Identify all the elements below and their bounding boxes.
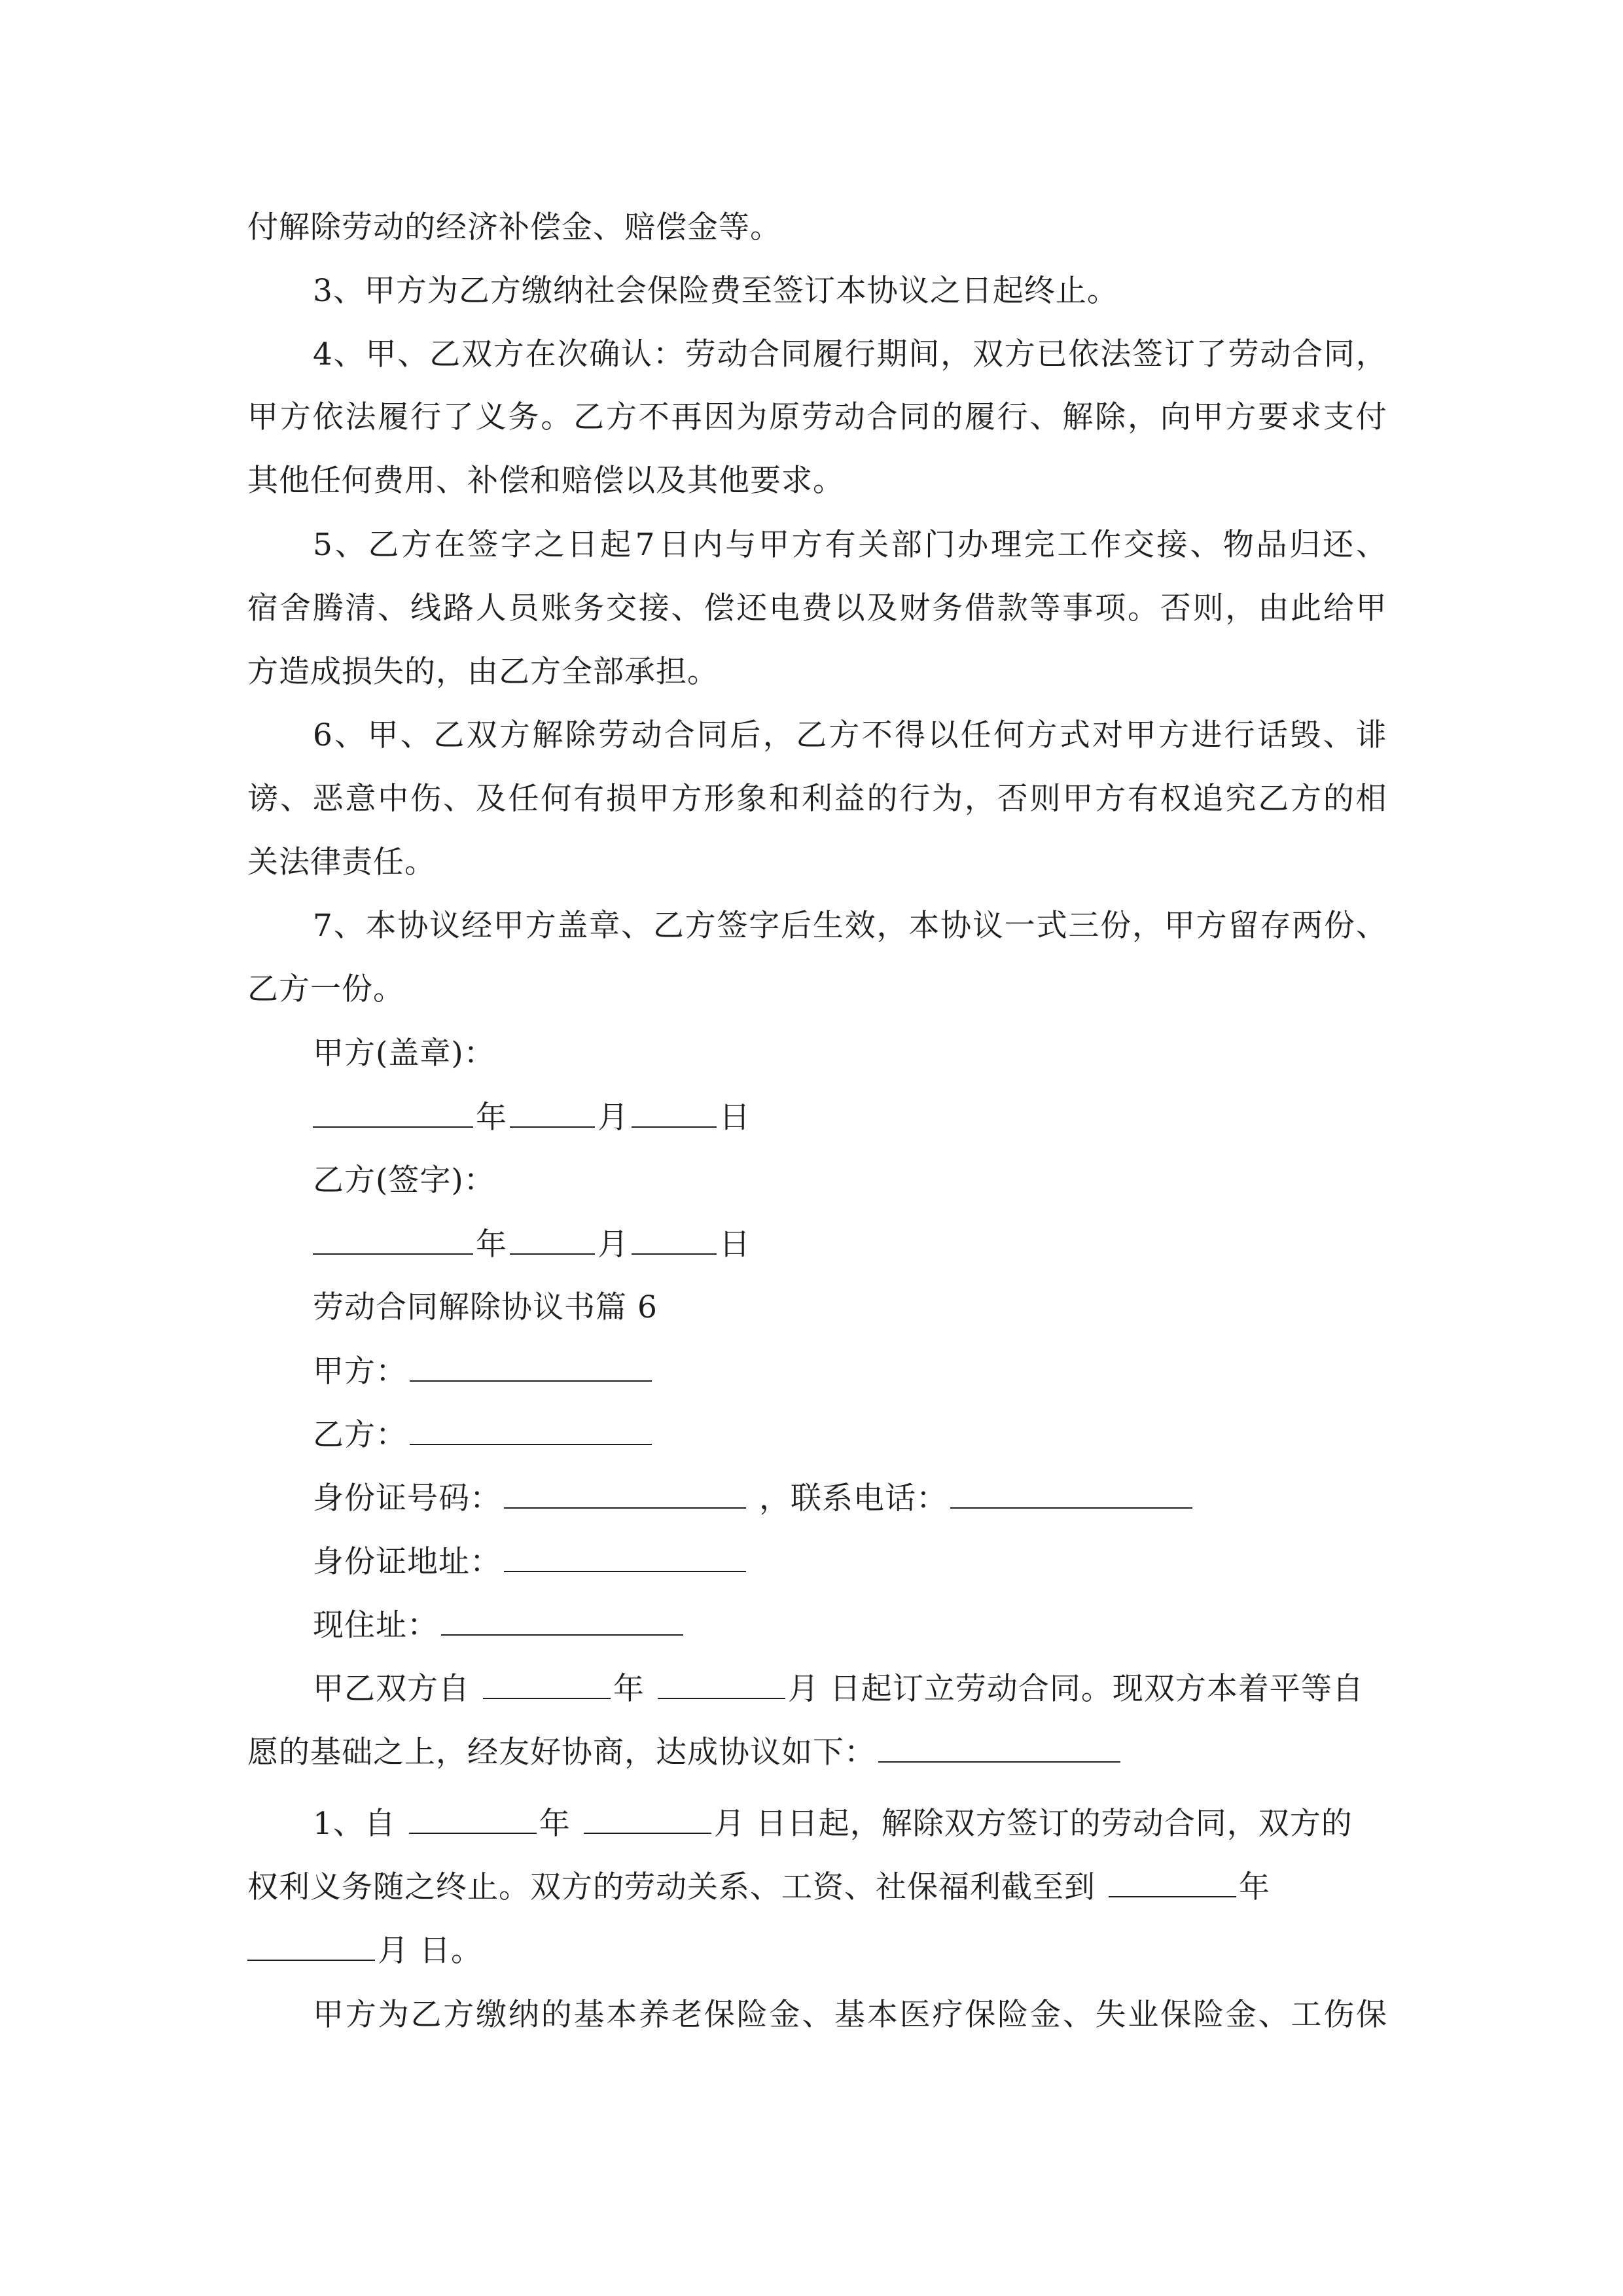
paragraph-line: 乙方一份。 [247, 971, 404, 1007]
id-number-blank[interactable] [504, 1479, 746, 1509]
month-blank[interactable] [247, 1931, 375, 1961]
party-b-field: 乙方： [313, 1415, 1387, 1455]
id-address-blank[interactable] [504, 1542, 746, 1572]
day-blank[interactable] [632, 1225, 717, 1255]
party-b-date-line: 年 月 日 [313, 1225, 1387, 1265]
year-blank[interactable] [409, 1804, 537, 1834]
paragraph-line: 方造成损失的，由乙方全部承担。 [247, 654, 719, 690]
item-line: 月 日。 [247, 1931, 1387, 1971]
paragraph-line: 关法律责任。 [247, 844, 436, 880]
year-blank[interactable] [483, 1669, 611, 1699]
paragraph-line: 甲 方 为 乙 方 缴 纳 的 基 本 养 老 保 险 金 、 基 本 医 疗 保 险 金 、 失 业 保 险 金 、 工 伤 保 [313, 1997, 1387, 2033]
intro-line: 甲乙双方自 年 月 日起订立劳动合同。现双方本着平等自 [313, 1669, 1387, 1709]
paragraph-line: 6 、 甲 、 乙 双 方 解 除 劳 动 合 同 后 ， 乙 方 不 得 以 任 何 方 式 对 甲 方 进 行 话 毁 、 诽 [313, 717, 1387, 753]
intro-line: 愿的基础之上，经友好协商，达成协议如下： [247, 1732, 1387, 1772]
section-title: 劳动合同解除协议书篇 6 [313, 1289, 658, 1325]
current-address-blank[interactable] [441, 1605, 683, 1636]
id-phone-field: 身份证号码： ，联系电话： [313, 1479, 1387, 1518]
month-blank[interactable] [510, 1098, 595, 1128]
month-blank[interactable] [510, 1225, 595, 1255]
party-a-blank[interactable] [410, 1352, 652, 1382]
party-b-blank[interactable] [410, 1415, 652, 1445]
item-line: 1、自 年 月 日日起，解除双方签订的劳动合同，双方的 [313, 1804, 1387, 1844]
phone-blank[interactable] [950, 1479, 1192, 1509]
year-blank[interactable] [1109, 1867, 1236, 1897]
day-blank[interactable] [632, 1098, 717, 1128]
paragraph-line: 3、甲方为乙方缴纳社会保险费至签订本协议之日起终止。 [313, 273, 1118, 309]
paragraph-line: 付解除劳动的经济补偿金、赔偿金等。 [247, 209, 781, 245]
current-address-field: 现住址： [313, 1605, 1387, 1645]
month-blank[interactable] [584, 1804, 711, 1834]
item-line: 权利义务随之终止。双方的劳动关系、工资、社保福利截至到 年 [247, 1867, 1387, 1907]
year-blank[interactable] [313, 1225, 473, 1255]
party-b-sign-label: 乙方(签字)： [313, 1162, 495, 1198]
id-address-field: 身份证地址： [313, 1542, 1387, 1582]
paragraph-line: 7 、 本 协 议 经 甲 方 盖 章 、 乙 方 签 字 后 生 效 ， 本 协 议 一 式 三 份 ， 甲 方 留 存 两 份 、 [313, 908, 1387, 944]
party-a-date-line: 年 月 日 [313, 1098, 1387, 1138]
paragraph-line: 其他任何费用、补偿和赔偿以及其他要求。 [247, 463, 844, 499]
paragraph-line: 甲 方 依 法 履 行 了 义 务 。 乙 方 不 再 因 为 原 劳 动 合 同 的 履 行 、 解 除 ， 向 甲 方 要 求 支 付 [247, 399, 1387, 435]
year-blank[interactable] [313, 1098, 473, 1128]
paragraph-line: 4 、 甲 、 乙 双 方 在 次 确 认 ： 劳 动 合 同 履 行 期 间 ， 双 方 已 依 法 签 订 了 劳 动 合 同 ， [313, 336, 1387, 372]
paragraph-line: 宿 舍 腾 清 、 线 路 人 员 账 务 交 接 、 偿 还 电 费 以 及 财 务 借 款 等 事 项 。 否 则 ， 由 此 给 甲 [247, 590, 1387, 626]
paragraph-line: 5 、 乙 方 在 签 字 之 日 起 7 日 内 与 甲 方 有 关 部 门 办 理 完 工 作 交 接 、 物 品 归 还 、 [313, 527, 1387, 563]
agreement-blank[interactable] [878, 1732, 1120, 1763]
party-a-seal-label: 甲方(盖章)： [313, 1035, 495, 1071]
month-blank[interactable] [658, 1669, 785, 1699]
party-a-field: 甲方： [313, 1352, 1387, 1391]
paragraph-line: 谤 、 恶 意 中 伤 、 及 任 何 有 损 甲 方 形 象 和 利 益 的 行 为 ， 否 则 甲 方 有 权 追 究 乙 方 的 相 [247, 781, 1387, 817]
